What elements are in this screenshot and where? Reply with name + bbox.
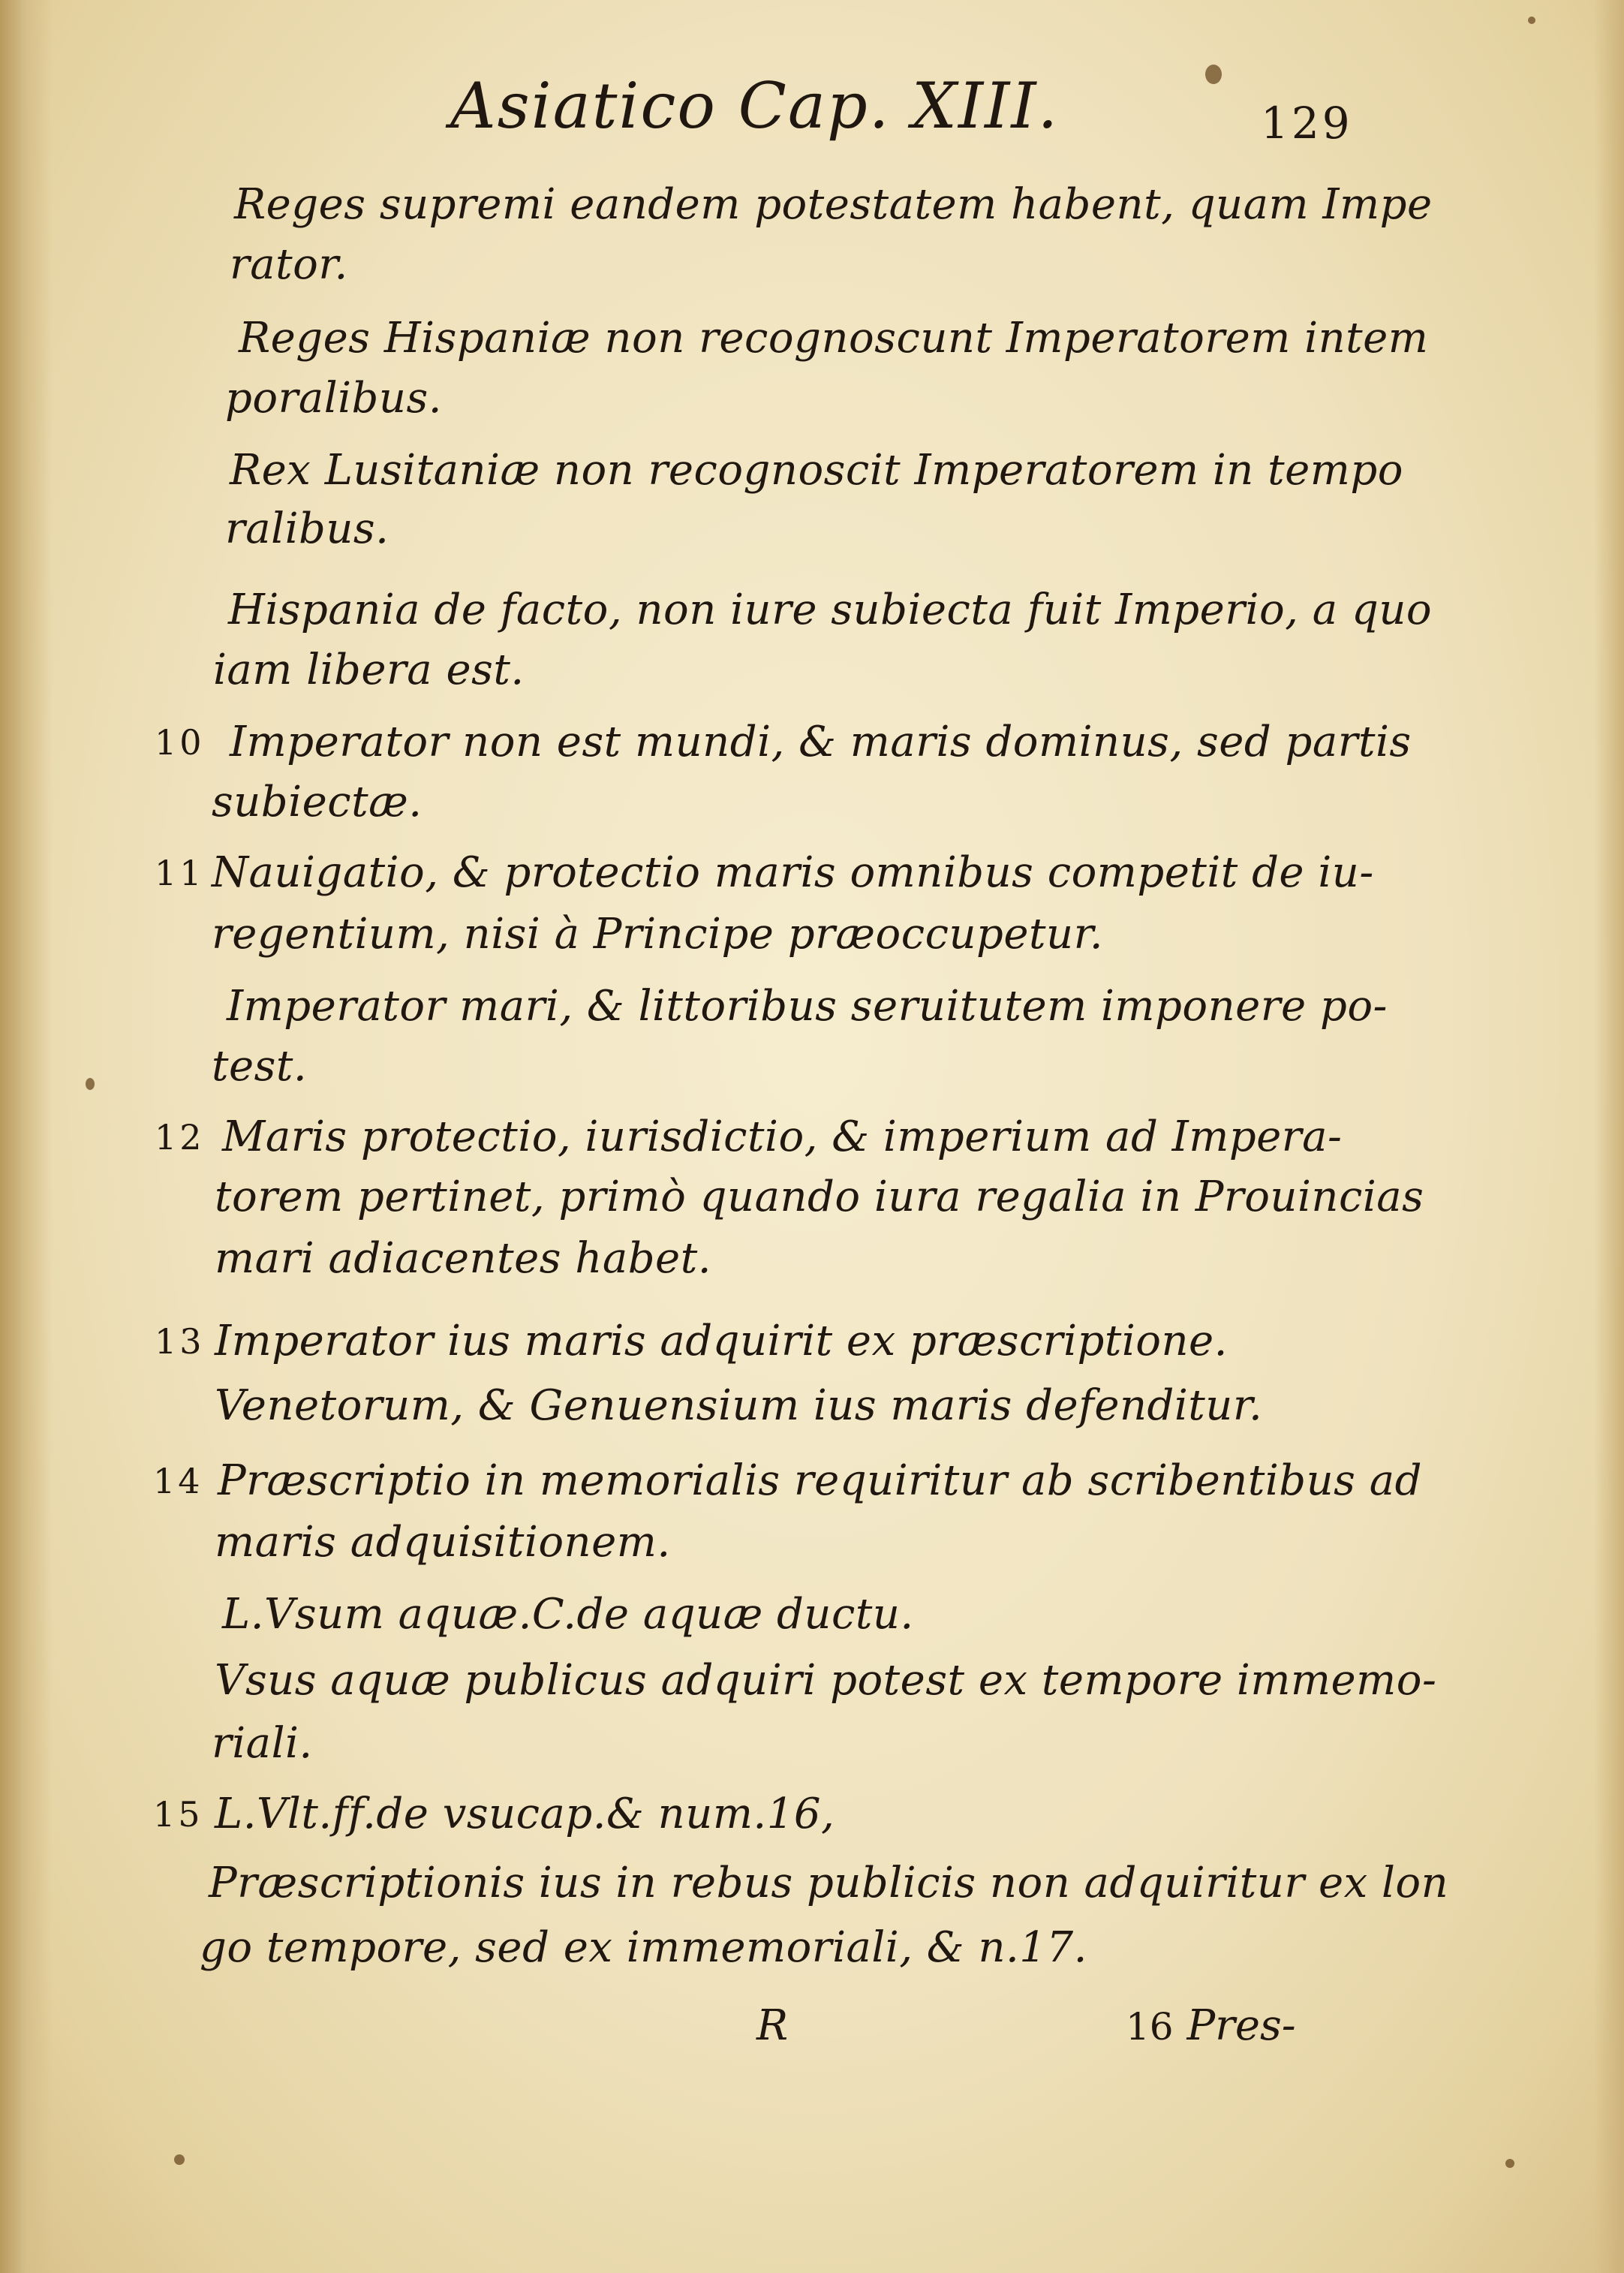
running-header: Asiatico Cap. XIII. <box>450 69 1060 143</box>
note-number: 11 <box>155 853 205 893</box>
signature-mark: R <box>756 2001 789 2050</box>
note-line: Imperator non est mundi, & maris dominus, sed partis <box>230 718 1412 766</box>
note-line: torem pertinet, primò quando iura regalia in Prouincias <box>215 1173 1424 1221</box>
note-line: Reges Hispaniæ non recognoscunt Imperatorem intem <box>239 314 1429 363</box>
note-line: Hispania de facto, non iure subiecta fuit Imperio, a quo <box>228 586 1433 634</box>
note-line: Maris protectio, iurisdictio, & imperium ad Impera- <box>222 1112 1343 1161</box>
note-line: L.Vsum aquæ.C.de aquæ ductu. <box>222 1590 914 1639</box>
note-line: Nauigatio, & protectio maris omnibus competit de iu- <box>212 848 1374 897</box>
note-line: rator. <box>230 240 348 289</box>
note-line: regentium, nisi à Principe præoccupetur. <box>212 910 1103 959</box>
note-line: ralibus. <box>225 504 389 553</box>
note-line: subiectæ. <box>212 778 423 826</box>
note-line: Reges supremi eandem potestatem habent, quam Impe <box>234 180 1433 229</box>
foxing-spot <box>174 2154 185 2165</box>
note-line: maris adquisitionem. <box>215 1518 671 1567</box>
catchword-number: 16 <box>1126 2005 1174 2049</box>
catchword-word: Pres- <box>1186 2001 1296 2050</box>
note-number: 14 <box>153 1461 203 1501</box>
foxing-spot <box>86 1078 95 1090</box>
foxing-spot <box>1205 65 1222 84</box>
note-number: 15 <box>153 1794 203 1835</box>
note-line: mari adiacentes habet. <box>215 1234 711 1283</box>
catchword <box>1126 2001 1296 2050</box>
note-number: 10 <box>155 722 205 763</box>
note-line: test. <box>212 1042 308 1091</box>
page-number: 129 <box>1261 98 1353 149</box>
note-line: riali. <box>212 1719 313 1768</box>
note-number: 13 <box>155 1321 205 1362</box>
note-line: poralibus. <box>225 374 442 423</box>
foxing-spot <box>1505 2159 1514 2168</box>
note-line: Imperator mari, & littoribus seruitutem imponere po- <box>227 982 1388 1031</box>
note-line: iam libera est. <box>213 646 525 694</box>
page-edge <box>1594 0 1624 2273</box>
note-line: Vsus aquæ publicus adquiri potest ex tempore immemo- <box>215 1656 1437 1705</box>
note-number: 12 <box>155 1117 205 1158</box>
note-line: Præscriptionis ius in rebus publicis non adquiritur ex lon <box>209 1859 1449 1907</box>
note-line: Rex Lusitaniæ non recognoscit Imperatorem in tempo <box>230 446 1403 495</box>
note-line: Venetorum, & Genuensium ius maris defenditur. <box>215 1381 1263 1430</box>
foxing-spot <box>1528 17 1535 24</box>
note-line: Imperator ius maris adquirit ex præscriptione. <box>215 1317 1228 1365</box>
note-line: go tempore, sed ex immemoriali, & n.17. <box>200 1923 1087 1972</box>
note-line: L.Vlt.ff.de vsucap.& num.16, <box>215 1790 835 1838</box>
binding-edge <box>0 0 53 2273</box>
note-line: Præscriptio in memorialis requiritur ab scribentibus ad <box>218 1456 1422 1505</box>
